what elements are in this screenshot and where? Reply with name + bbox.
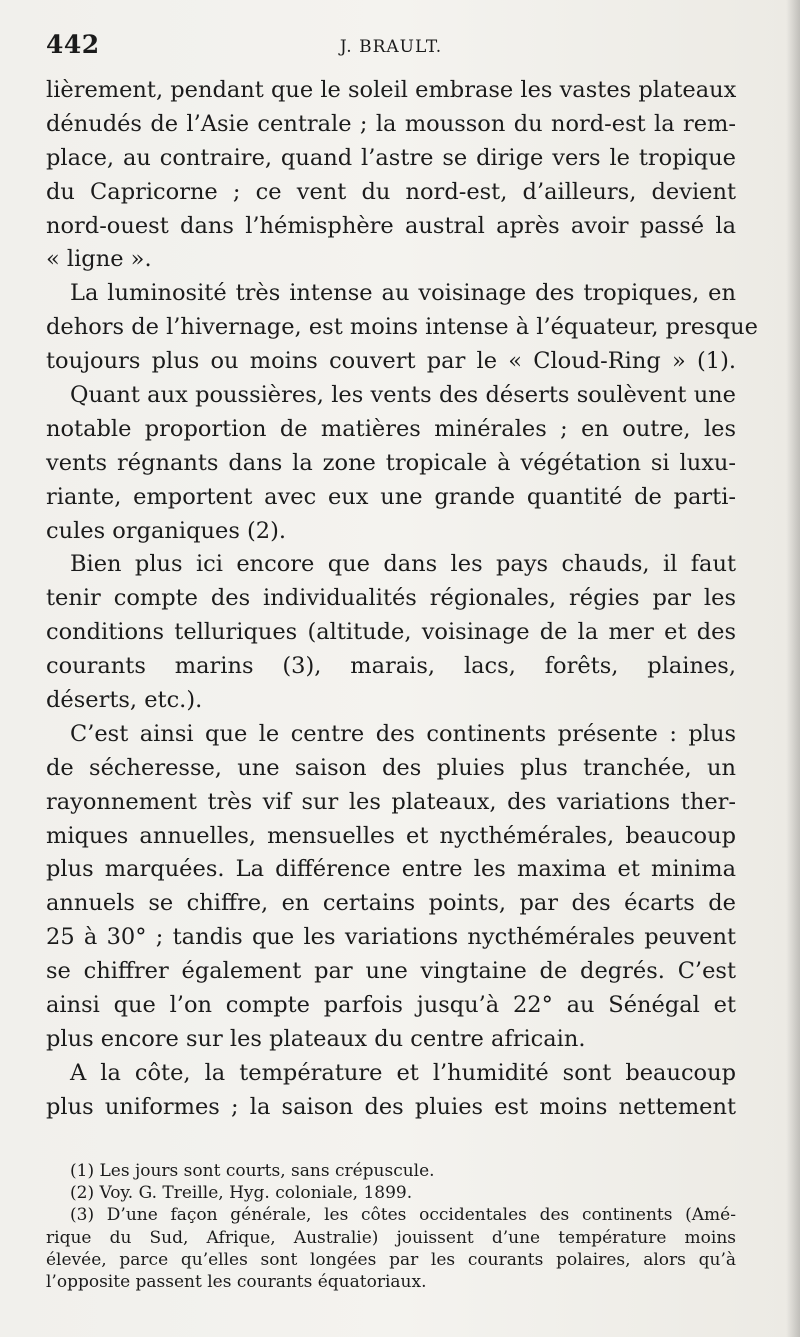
- text-line: vents régnants dans la zone tropicale à végétation si luxu-: [46, 449, 736, 476]
- body-text: [46, 74, 758, 1125]
- text-line: place, au contraire, quand l’astre se dirige vers le tropique: [46, 144, 736, 171]
- text-line: plus marquées. La différence entre les maxima et minima: [46, 856, 736, 883]
- text-line: de sécheresse, une saison des pluies plus tranchée, un: [46, 754, 736, 781]
- text-line: se chiffrer également par une vingtaine de degrés. C’est: [46, 958, 736, 985]
- text-line: rayonnement très vif sur les plateaux, des variations ther-: [46, 788, 736, 815]
- text-line: miques annuelles, mensuelles et nycthémérales, beaucoup: [46, 822, 736, 849]
- text-line: du Capricorne ; ce vent du nord-est, d’ailleurs, devient: [46, 178, 736, 205]
- text-line: nord-ouest dans l’hémisphère austral après avoir passé la: [46, 212, 736, 239]
- footnote-line: (2) Voy. G. Treille, Hyg. coloniale, 1899.: [70, 1183, 413, 1204]
- text-line: toujours plus ou moins couvert par le « Cloud-Ring » (1).: [46, 348, 736, 375]
- footnote-line: rique du Sud, Afrique, Australie) jouissent d’une température moins: [46, 1227, 736, 1248]
- footnotes: [46, 1160, 736, 1293]
- text-line: dénudés de l’Asie centrale ; la mousson du nord-est la rem-: [46, 110, 736, 137]
- text-line: 25 à 30° ; tandis que les variations nycthémérales peuvent: [46, 924, 736, 951]
- text-line: dehors de l’hivernage, est moins intense à l’équateur, presque: [46, 314, 758, 341]
- page-number: 442: [46, 30, 100, 59]
- text-line: « ligne ».: [46, 246, 152, 273]
- text-line: Bien plus ici encore que dans les pays chauds, il faut: [70, 551, 736, 578]
- text-line: notable proportion de matières minérales ; en outre, les: [46, 415, 736, 442]
- page-edge-shadow: [786, 0, 800, 1337]
- page-header: [46, 30, 736, 64]
- running-head: J. BRAULT.: [339, 37, 443, 57]
- text-line: cules organiques (2).: [46, 517, 287, 544]
- text-line: plus encore sur les plateaux du centre africain.: [46, 1025, 586, 1052]
- text-line: riante, emportent avec eux une grande quantité de parti-: [46, 483, 736, 510]
- text-line: tenir compte des individualités régionales, régies par les: [46, 585, 736, 612]
- text-line: Quant aux poussières, les vents des déserts soulèvent une: [70, 382, 736, 409]
- text-line: La luminosité très intense au voisinage des tropiques, en: [70, 280, 736, 307]
- text-line: A la côte, la température et l’humidité sont beaucoup: [70, 1059, 736, 1086]
- text-line: déserts, etc.).: [46, 687, 203, 714]
- text-line: lièrement, pendant que le soleil embrase les vastes plateaux: [46, 77, 737, 103]
- text-line: courants marins (3), marais, lacs, forêts, plaines,: [46, 653, 736, 680]
- footnote-line: (3) D’une façon générale, les côtes occidentales des continents (Amé-: [70, 1205, 736, 1226]
- text-line: plus uniformes ; la saison des pluies est moins nettement: [46, 1093, 736, 1120]
- text-line: conditions telluriques (altitude, voisinage de la mer et des: [46, 619, 736, 646]
- text-line: ainsi que l’on compte parfois jusqu’à 22° au Sénégal et: [46, 992, 736, 1019]
- text-line: C’est ainsi que le centre des continents présente : plus: [70, 720, 736, 747]
- footnote-line: élevée, parce qu’elles sont longées par les courants polaires, alors qu’à: [46, 1249, 736, 1270]
- text-line: annuels se chiffre, en certains points, par des écarts de: [46, 890, 736, 917]
- footnote-line: (1) Les jours sont courts, sans crépuscule.: [70, 1161, 435, 1181]
- footnote-line: l’opposite passent les courants équatoriaux.: [46, 1271, 427, 1292]
